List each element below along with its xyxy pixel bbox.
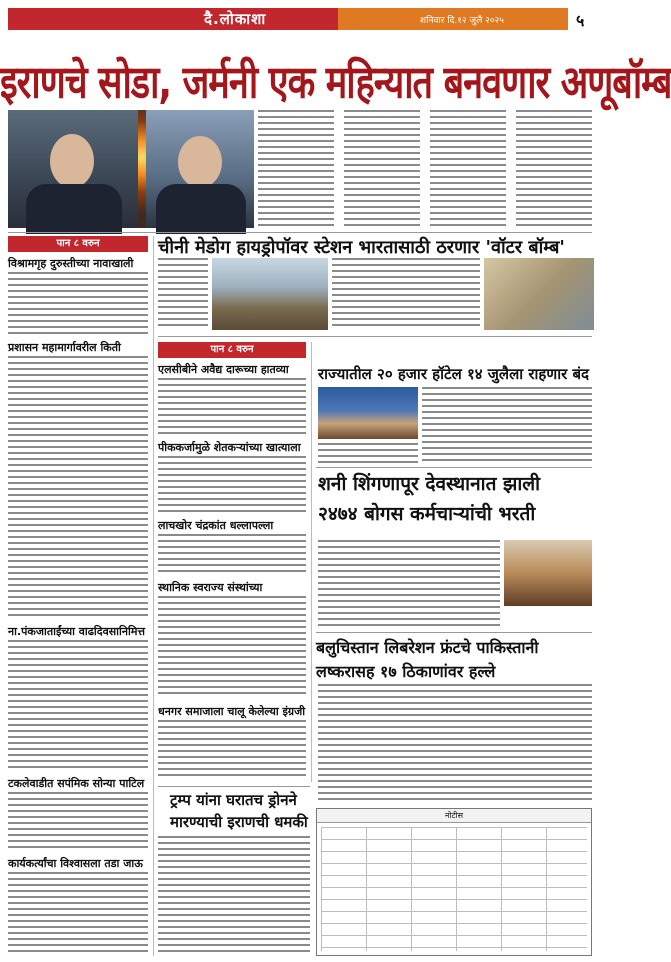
lead-photo-person-left bbox=[8, 110, 138, 228]
divider bbox=[8, 232, 592, 233]
china-text-1 bbox=[158, 258, 208, 330]
hotel-text-2 bbox=[318, 443, 418, 463]
divider bbox=[316, 632, 592, 633]
notice-table bbox=[321, 827, 587, 951]
balochistan-text bbox=[318, 684, 592, 802]
left-item-headline-3: ना.पंकजाताईंच्या वाढदिवसानिमित्त bbox=[8, 625, 146, 638]
page-number: ५ bbox=[576, 11, 585, 30]
lead-headline: इराणचे सोडा, जर्मनी एक महिन्यात बनवणार अणूबॉम्ब bbox=[0, 57, 671, 109]
mid-item-text-2 bbox=[158, 456, 306, 512]
hotel-headline: राज्यातील २० हजार हॉटेल १४ जुलैला राहणार बंद bbox=[318, 365, 589, 383]
left-item-text-1 bbox=[8, 272, 148, 334]
mid-item-headline-3: लाचखोर चंद्रकांत धल्लापल्ला bbox=[158, 519, 274, 532]
mid-item-headline-2: पीककर्जामुळे शेतकऱ्यांच्या खात्याला bbox=[158, 441, 301, 454]
left-item-text-2 bbox=[8, 356, 148, 616]
mid-item-headline-5: धनगर समाजाला चालू केलेल्या इंग्रजी bbox=[158, 705, 306, 718]
hotel-text bbox=[422, 387, 592, 463]
lead-story-text bbox=[258, 110, 592, 228]
mid-item-text-3 bbox=[158, 534, 306, 574]
left-item-headline-2: प्रशासन महामार्गावरील किती bbox=[8, 341, 121, 354]
continued-tag-left: पान ८ वरुन bbox=[8, 236, 148, 252]
divider bbox=[158, 786, 310, 787]
balochistan-headline-2: लष्करासह १७ ठिकाणांवर हल्ले bbox=[316, 662, 496, 681]
china-dam-headline: चीनी मेडोग हायड्रोपॉवर स्टेशन भारतासाठी ठरणार 'वॉटर बॉम्ब' bbox=[158, 237, 565, 258]
left-item-headline-1: विश्रामगृह दुरुस्तीच्या नावाखाली bbox=[8, 257, 134, 270]
china-text-2 bbox=[332, 258, 480, 330]
shani-photo bbox=[504, 540, 592, 606]
column-rule bbox=[153, 236, 154, 956]
china-dam-photo bbox=[212, 258, 328, 330]
shani-text bbox=[318, 540, 500, 628]
mid-item-headline-1: एलसीबीने अवैद्य दारूच्या हातव्या bbox=[158, 363, 289, 376]
left-item-headline-4: टकलेवाडीत सपंमिक सोन्या पाटिल bbox=[8, 777, 145, 790]
newspaper-title: दै.लोकाशा bbox=[204, 10, 267, 28]
left-item-headline-5: कार्यकर्त्यांचा विश्वासला तडा जाऊ bbox=[8, 857, 143, 870]
lead-photo-person-right bbox=[146, 110, 254, 228]
china-map-photo bbox=[484, 258, 594, 330]
left-item-text-5 bbox=[8, 872, 148, 956]
notice-header: नोटीस bbox=[317, 809, 591, 823]
masthead bbox=[0, 0, 600, 36]
mid-item-text-4 bbox=[158, 596, 306, 696]
left-item-text-4 bbox=[8, 792, 148, 848]
shani-headline-1: शनी शिंगणापूर देवस्थानात झाली bbox=[318, 473, 541, 495]
balochistan-headline-1: बलुचिस्तान लिबरेशन फ्रंटचे पाकिस्तानी bbox=[316, 638, 539, 657]
trump-headline-2: मारण्याची इराणची धमकी bbox=[170, 813, 308, 831]
lead-photo-explosion bbox=[138, 110, 146, 228]
trump-text bbox=[158, 836, 310, 956]
continued-tag-mid: पान ८ वरुन bbox=[158, 342, 306, 358]
hotel-photo bbox=[318, 387, 418, 439]
shani-headline-2: २४७४ बोगस कर्मचाऱ्यांची भरती bbox=[318, 503, 536, 525]
notice-advertisement bbox=[316, 808, 592, 956]
issue-date: शनिवार दि.१२ जुलै २०२५ bbox=[420, 16, 504, 26]
masthead-red-band bbox=[8, 8, 338, 30]
mid-item-text-5 bbox=[158, 720, 306, 780]
divider bbox=[158, 336, 592, 337]
column-rule bbox=[311, 342, 312, 782]
mid-item-text-1 bbox=[158, 378, 306, 434]
left-item-text-3 bbox=[8, 640, 148, 770]
mid-item-headline-4: स्थानिक स्वराज्य संस्थांच्या bbox=[158, 581, 263, 594]
trump-headline-1: ट्रम्प यांना घरातच ड्रोनने bbox=[170, 791, 297, 809]
divider bbox=[316, 467, 592, 468]
